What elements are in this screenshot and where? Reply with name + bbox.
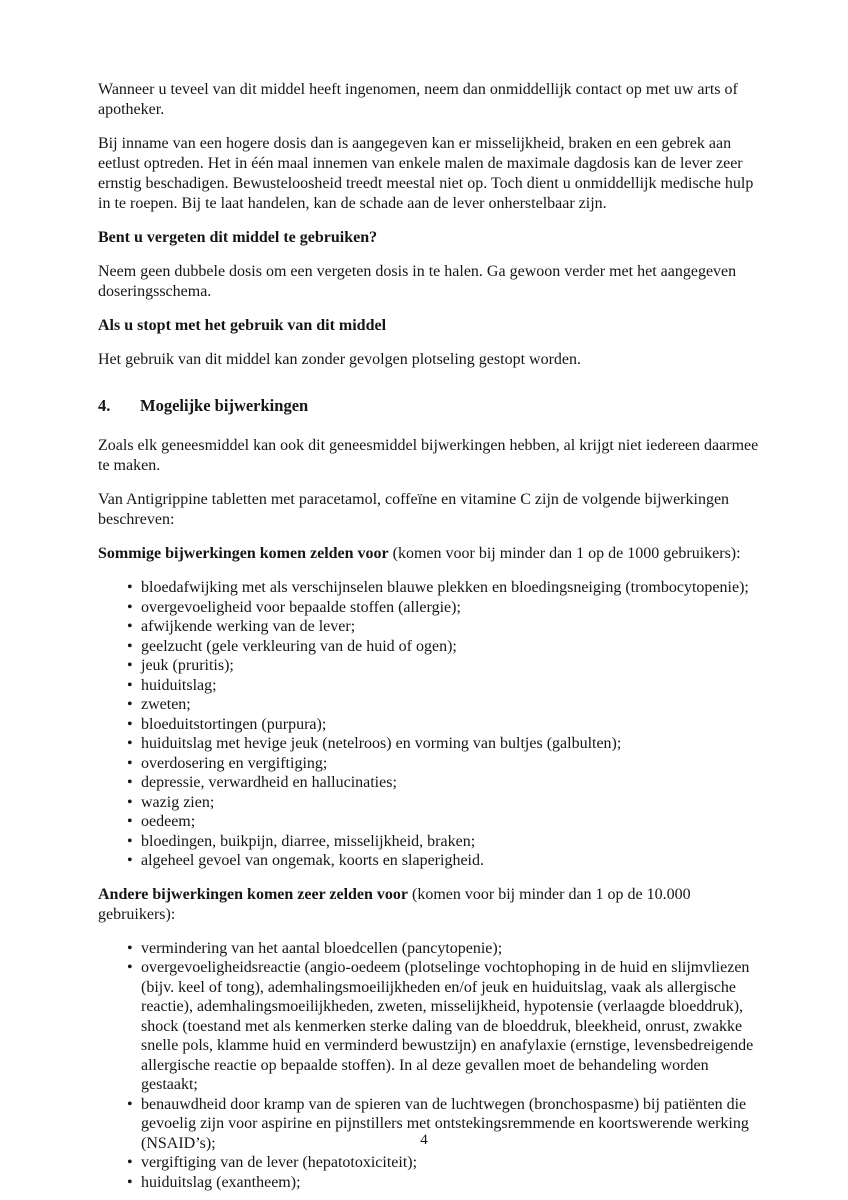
very-rare-side-effect-text: overgevoeligheidsreactie (angio-oedeem (plotselinge vochtophoping in de huid en slijmvliezen (bijv. keel of tong), ademhalingsmoeilijkheden en/of jeuk en huiduitslag, vaak als allergische reactie), ademhalingsmoeilijkheden, zweten, misselijkheid, hypotensie (verlaagde bloeddruk), shock (toestand met als kenmerken sterke daling van de bloeddruk, bleekheid, onrust, zwakke snelle pols, klamme huid en verminderd bewustzijn) en anafylaxie (ernstige, levensbedreigende allergische reactie op bepaalde stoffen). In al deze gevallen moet de behandeling worden gestaakt; bbox=[141, 959, 754, 1093]
rare-side-effect-item bbox=[98, 851, 762, 871]
very-rare-side-effects-heading bbox=[98, 885, 762, 925]
paragraph-overdose-contact: Wanneer u teveel van dit middel heeft ingenomen, neem dan onmiddellijk contact op met uw arts of apotheker. bbox=[98, 81, 738, 118]
rare-side-effect-item bbox=[98, 832, 762, 852]
very-rare-side-effects-list bbox=[98, 939, 762, 1193]
rare-side-effect-item bbox=[98, 812, 762, 832]
rare-side-effect-text: bloedafwijking met als verschijnselen blauwe plekken en bloedingsneiging (trombocytopenie); bbox=[141, 579, 749, 596]
paragraph-overdose-effects: Bij inname van een hogere dosis dan is aangegeven kan er misselijkheid, braken en een gebrek aan eetlust optreden. Het in één maal innemen van enkele malen de maximale dagdosis kan de lever zeer ernstig beschadigen. Bewusteloosheid treedt meestal niet op. Toch dient u onmiddellijk medische hulp in te roepen. Bij te laat handelen, kan de schade aan de lever onherstelbaar zijn. bbox=[98, 135, 754, 212]
page-content bbox=[98, 80, 762, 1192]
paragraph-side-effects-intro: Zoals elk geneesmiddel kan ook dit geneesmiddel bijwerkingen hebben, al krijgt niet iedereen daarmee te maken. bbox=[98, 437, 759, 474]
rare-side-effect-text: overgevoeligheid voor bepaalde stoffen (allergie); bbox=[141, 598, 461, 616]
rare-side-effect-item bbox=[98, 754, 762, 774]
rare-side-effect-text: geelzucht (gele verkleuring van de huid of ogen); bbox=[141, 637, 457, 655]
rare-side-effect-text: bloedingen, buikpijn, diarree, misselijkheid, braken; bbox=[141, 832, 476, 850]
rare-heading-bold: Sommige bijwerkingen komen zelden voor bbox=[98, 545, 389, 562]
rare-side-effect-item bbox=[98, 676, 762, 696]
rare-side-effect-text: oedeem; bbox=[141, 813, 196, 830]
very-rare-side-effect-item bbox=[98, 1173, 762, 1193]
rare-side-effect-item bbox=[98, 578, 762, 598]
rare-side-effect-item bbox=[98, 637, 762, 657]
very-rare-heading-bold: Andere bijwerkingen komen zeer zelden voor bbox=[98, 885, 409, 903]
rare-side-effect-text: algeheel gevoel van ongemak, koorts en slaperigheid. bbox=[141, 852, 484, 869]
heading-forgot-dose: Bent u vergeten dit middel te gebruiken? bbox=[98, 229, 378, 246]
section-4-title: Mogelijke bijwerkingen bbox=[140, 396, 309, 415]
rare-heading-rest: (komen voor bij minder dan 1 op de 1000 gebruikers): bbox=[388, 545, 741, 562]
rare-side-effect-item bbox=[98, 598, 762, 618]
very-rare-side-effect-item bbox=[98, 1153, 762, 1173]
rare-side-effect-text: zweten; bbox=[141, 696, 191, 713]
rare-side-effect-text: afwijkende werking van de lever; bbox=[141, 618, 356, 635]
rare-side-effect-item bbox=[98, 793, 762, 813]
very-rare-side-effect-text: huiduitslag (exantheem); bbox=[141, 1173, 301, 1191]
rare-side-effect-item bbox=[98, 656, 762, 676]
rare-side-effect-text: huiduitslag met hevige jeuk (netelroos) en vorming van bultjes (galbulten); bbox=[141, 735, 622, 752]
rare-side-effect-item bbox=[98, 617, 762, 637]
very-rare-side-effect-item bbox=[98, 958, 762, 1095]
rare-side-effect-text: depressie, verwardheid en hallucinaties; bbox=[141, 774, 397, 791]
rare-side-effects-heading bbox=[98, 544, 762, 564]
rare-side-effect-item bbox=[98, 695, 762, 715]
rare-side-effect-item bbox=[98, 734, 762, 754]
paragraph-stop-use: Het gebruik van dit middel kan zonder gevolgen plotseling gestopt worden. bbox=[98, 351, 581, 368]
rare-side-effect-text: bloeduitstortingen (purpura); bbox=[141, 715, 327, 733]
paragraph-product-side-effects: Van Antigrippine tabletten met paracetamol, coffeïne en vitamine C zijn de volgende bijwerkingen beschreven: bbox=[98, 491, 730, 528]
rare-side-effect-text: huiduitslag; bbox=[141, 676, 217, 694]
very-rare-heading-rest: (komen voor bij minder dan 1 op de 10.000 gebruikers): bbox=[98, 885, 691, 923]
very-rare-side-effect-text: benauwdheid door kramp van de spieren van de luchtwegen (bronchospasme) bij patiënten die gevoelig zijn voor aspirine en pijnstillers met ontstekingsremmende en koortswerende werking (NSAID’s); bbox=[141, 1095, 749, 1152]
very-rare-side-effect-text: • vermindering van het aantal bloedcellen (pancytopenie); bbox=[141, 939, 503, 957]
rare-side-effects-list bbox=[98, 578, 762, 871]
heading-stop-use: Als u stopt met het gebruik van dit middel bbox=[98, 317, 387, 334]
paragraph-forgot-dose: Neem geen dubbele dosis om een vergeten dosis in te halen. Ga gewoon verder met het aangegeven doseringsschema. bbox=[98, 263, 737, 300]
very-rare-side-effect-text: vergiftiging van de lever (hepatotoxiciteit); bbox=[141, 1154, 418, 1171]
rare-side-effect-item bbox=[98, 715, 762, 735]
section-4-heading bbox=[98, 396, 762, 416]
rare-side-effect-text: overdosering en vergiftiging; bbox=[141, 754, 328, 772]
very-rare-side-effect-item bbox=[98, 939, 762, 959]
rare-side-effect-item bbox=[98, 773, 762, 793]
section-4-number: 4. bbox=[98, 396, 111, 415]
rare-side-effect-text: jeuk (pruritis); bbox=[141, 657, 234, 674]
rare-side-effect-text: wazig zien; bbox=[141, 793, 215, 811]
page-number: 4 bbox=[420, 1132, 428, 1148]
